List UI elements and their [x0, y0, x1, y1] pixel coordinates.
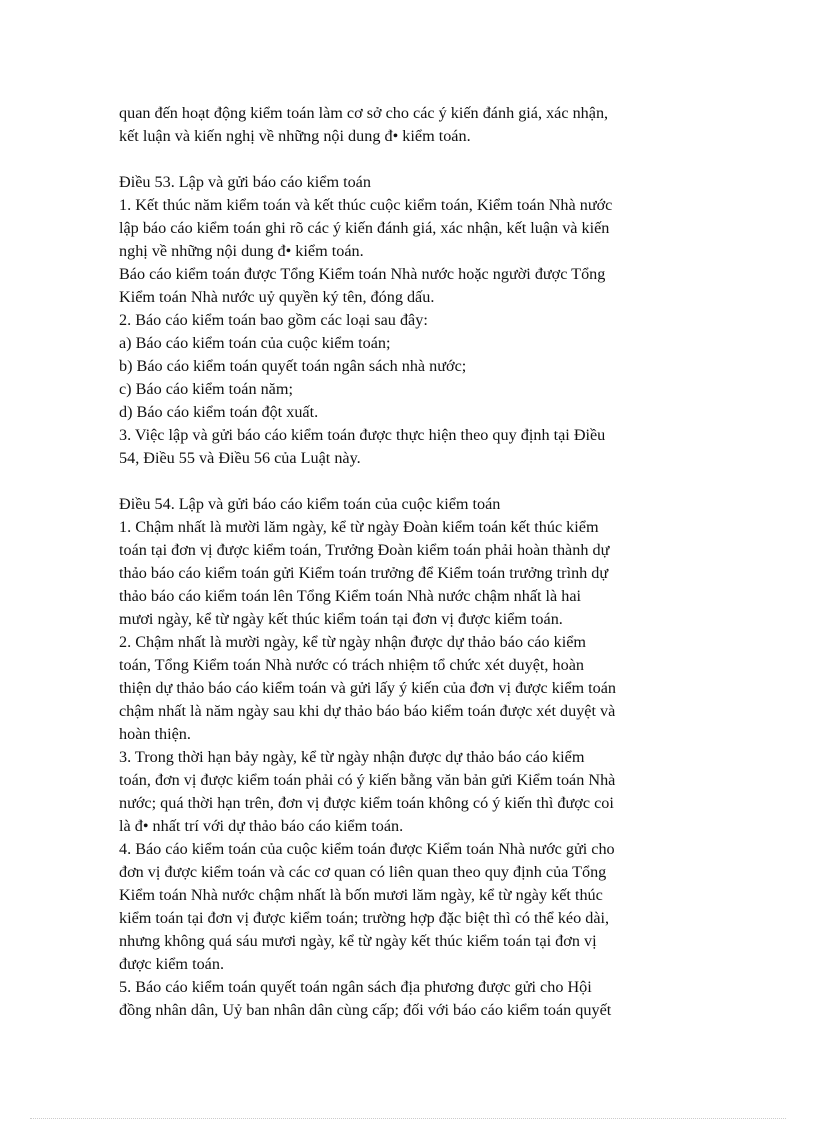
text-line: chậm nhất là năm ngày sau khi dự thảo báo báo kiểm toán được xét duyệt và [119, 702, 616, 720]
text-line: lập báo cáo kiểm toán ghi rõ các ý kiến đánh giá, xác nhận, kết luận và kiến [119, 219, 610, 237]
text-line: toán tại đơn vị được kiểm toán, Trưởng Đoàn kiểm toán phải hoàn thành dự [119, 541, 610, 559]
text-line: Báo cáo kiểm toán được Tổng Kiểm toán Nhà nước hoặc người được Tổng [119, 265, 606, 283]
text-line: đơn vị được kiểm toán và các cơ quan có liên quan theo quy định của Tổng [119, 863, 607, 881]
text-line: được kiểm toán. [119, 955, 224, 973]
document-body [119, 102, 699, 1022]
text-line: là đ• nhất trí với dự thảo báo cáo kiểm toán. [119, 817, 404, 835]
text-line: thảo báo cáo kiểm toán lên Tổng Kiểm toán Nhà nước chậm nhất là hai [119, 587, 582, 605]
paragraph [119, 102, 699, 148]
text-line: 5. Báo cáo kiểm toán quyết toán ngân sách địa phương được gửi cho Hội [119, 978, 592, 996]
text-line: thảo báo cáo kiểm toán gửi Kiểm toán trưởng để Kiểm toán trưởng trình dự [119, 564, 609, 582]
text-line: Kiểm toán Nhà nước chậm nhất là bốn mươi lăm ngày, kể từ ngày kết thúc [119, 886, 603, 904]
text-line: kiểm toán tại đơn vị được kiểm toán; trường hợp đặc biệt thì có thể kéo dài, [119, 909, 610, 927]
page-bottom-rule [30, 1118, 786, 1119]
text-line: đồng nhân dân, Uỷ ban nhân dân cùng cấp; đối với báo cáo kiểm toán quyết [119, 1001, 612, 1019]
text-line: Điều 54. Lập và gửi báo cáo kiểm toán của cuộc kiểm toán [119, 495, 501, 513]
text-line: thiện dự thảo báo cáo kiểm toán và gửi lấy ý kiến của đơn vị được kiểm toán [119, 679, 617, 697]
text-line: 1. Chậm nhất là mười lăm ngày, kể từ ngày Đoàn kiểm toán kết thúc kiểm [119, 518, 599, 536]
text-line: 4. Báo cáo kiểm toán của cuộc kiểm toán được Kiểm toán Nhà nước gửi cho [119, 840, 615, 858]
text-line: 54, Điều 55 và Điều 56 của Luật này. [119, 449, 361, 467]
text-line: a) Báo cáo kiểm toán của cuộc kiểm toán; [119, 334, 391, 352]
text-line: 3. Trong thời hạn bảy ngày, kể từ ngày nhận được dự thảo báo cáo kiểm [119, 748, 585, 766]
text-line: d) Báo cáo kiểm toán đột xuất. [119, 403, 319, 421]
text-line: kết luận và kiến nghị về những nội dung đ• kiểm toán. [119, 127, 471, 145]
text-line: b) Báo cáo kiểm toán quyết toán ngân sách nhà nước; [119, 357, 467, 375]
text-line: 1. Kết thúc năm kiểm toán và kết thúc cuộc kiểm toán, Kiểm toán Nhà nước [119, 196, 613, 214]
text-line: 2. Báo cáo kiểm toán bao gồm các loại sau đây: [119, 311, 428, 329]
text-line: 3. Việc lập và gửi báo cáo kiểm toán được thực hiện theo quy định tại Điều [119, 426, 606, 444]
text-line: toán, Tổng Kiểm toán Nhà nước có trách nhiệm tổ chức xét duyệt, hoàn [119, 656, 584, 674]
text-line: quan đến hoạt động kiểm toán làm cơ sở cho các ý kiến đánh giá, xác nhận, [119, 104, 609, 122]
paragraph-spacer [119, 470, 699, 493]
text-line: Điều 53. Lập và gửi báo cáo kiểm toán [119, 173, 371, 191]
text-line: c) Báo cáo kiểm toán năm; [119, 380, 293, 398]
text-line: hoàn thiện. [119, 725, 191, 743]
text-line: nhưng không quá sáu mươi ngày, kể từ ngày kết thúc kiểm toán tại đơn vị [119, 932, 597, 950]
text-line: nước; quá thời hạn trên, đơn vị được kiểm toán không có ý kiến thì được coi [119, 794, 614, 812]
text-line: toán, đơn vị được kiểm toán phải có ý kiến bằng văn bản gửi Kiểm toán Nhà [119, 771, 616, 789]
paragraph [119, 493, 699, 1022]
text-line: Kiểm toán Nhà nước uỷ quyền ký tên, đóng dấu. [119, 288, 435, 306]
text-line: nghị về những nội dung đ• kiểm toán. [119, 242, 364, 260]
text-line: mươi ngày, kể từ ngày kết thúc kiểm toán tại đơn vị được kiểm toán. [119, 610, 563, 628]
text-line: 2. Chậm nhất là mười ngày, kể từ ngày nhận được dự thảo báo cáo kiểm [119, 633, 586, 651]
paragraph-spacer [119, 148, 699, 171]
paragraph [119, 171, 699, 470]
